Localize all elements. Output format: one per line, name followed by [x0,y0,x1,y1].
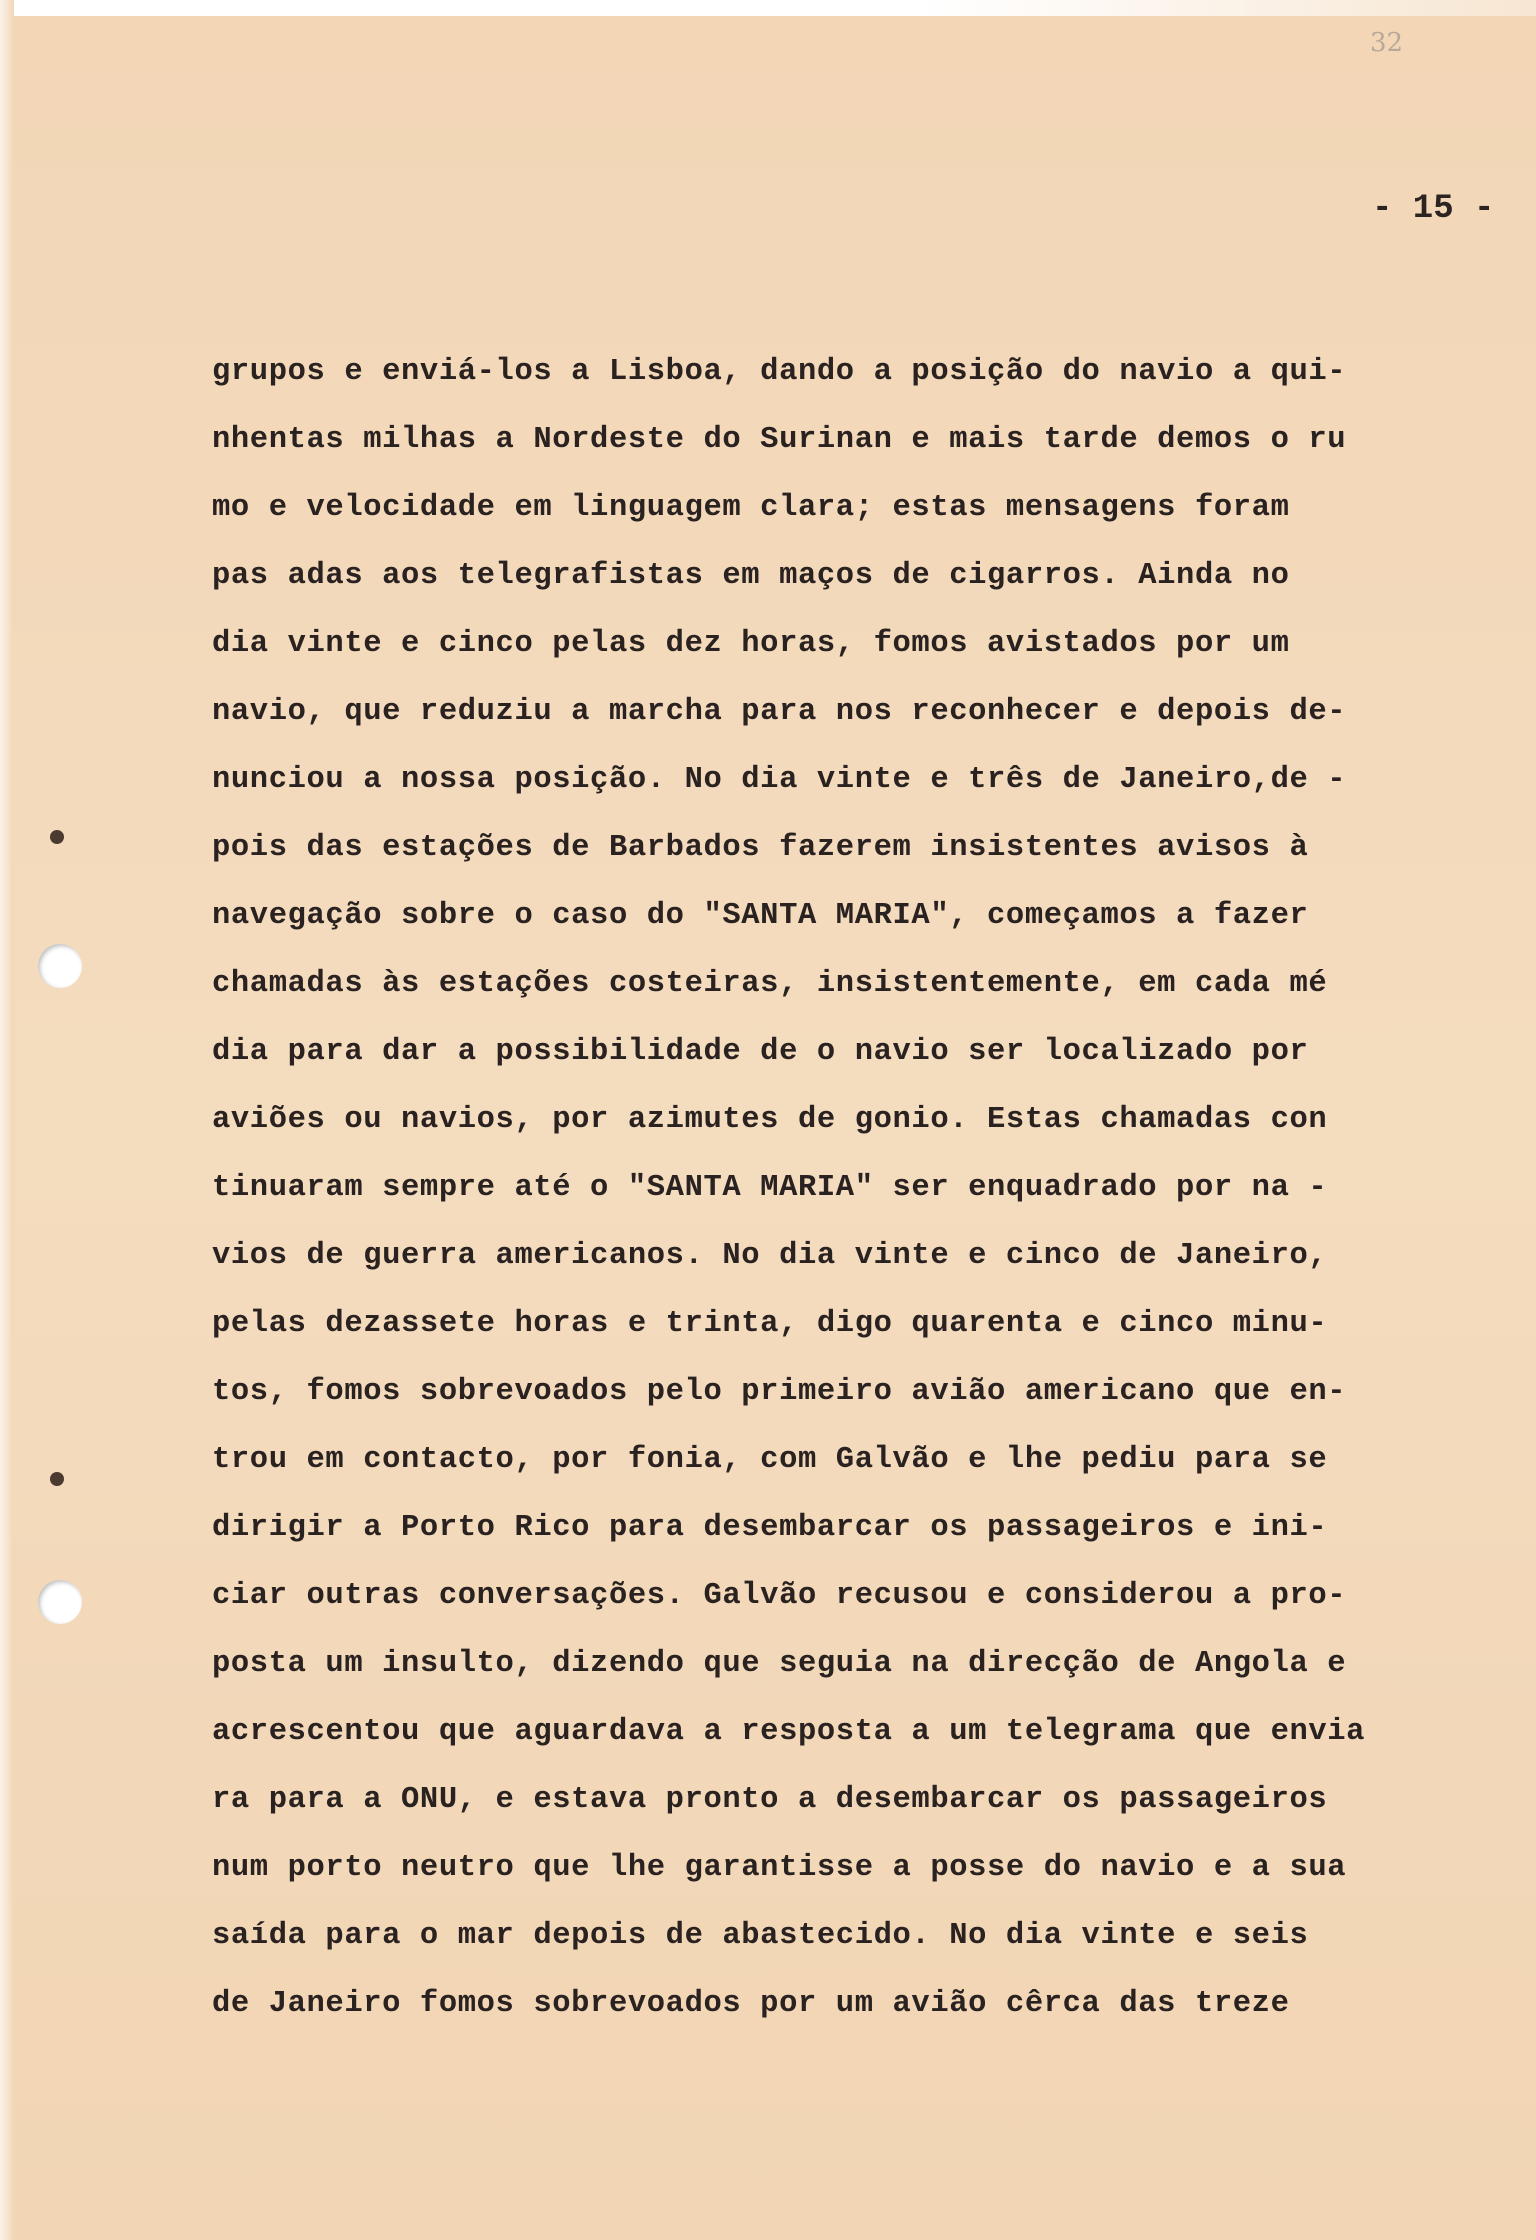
page-left-edge [0,0,14,2240]
text-line: chamadas às estações costeiras, insistentemente, em cada mé [212,967,1328,1001]
text-line: trou em contacto, por fonia, com Galvão e lhe pediu para se [212,1443,1328,1477]
text-line: de Janeiro fomos sobrevoados por um avião cêrca das treze [212,1987,1290,2021]
page-top-edge [0,0,1536,16]
text-line: pelas dezassete horas e trinta, digo quarenta e cinco minu- [212,1307,1328,1341]
text-line: posta um insulto, dizendo que seguia na direcção de Angola e [212,1647,1347,1681]
punch-hole-lower [38,1580,82,1624]
ink-spot-upper [50,830,64,844]
text-line: vios de guerra americanos. No dia vinte e cinco de Janeiro, [212,1239,1328,1273]
text-line: navio, que reduziu a marcha para nos reconhecer e depois de- [212,695,1347,729]
ink-spot-lower [50,1472,64,1486]
text-line: grupos e enviá-los a Lisboa, dando a posição do navio a qui- [212,355,1347,389]
text-line: ra para a ONU, e estava pronto a desembarcar os passageiros [212,1783,1328,1817]
text-line: tinuaram sempre até o "SANTA MARIA" ser enquadrado por na - [212,1171,1328,1205]
text-line: ciar outras conversações. Galvão recusou e considerou a pro- [212,1579,1347,1613]
text-line: saída para o mar depois de abastecido. No dia vinte e seis [212,1919,1309,1953]
text-line: aviões ou navios, por azimutes de gonio. Estas chamadas con [212,1103,1328,1137]
text-line: dia para dar a possibilidade de o navio ser localizado por [212,1035,1309,1069]
page-number: - 15 - [1372,190,1495,228]
text-line: pois das estações de Barbados fazerem insistentes avisos à [212,831,1309,865]
text-line: navegação sobre o caso do "SANTA MARIA", começamos a fazer [212,899,1309,933]
text-line: nunciou a nossa posição. No dia vinte e três de Janeiro,de - [212,763,1347,797]
text-line: nhentas milhas a Nordeste do Surinan e mais tarde demos o ru [212,423,1347,457]
text-line: num porto neutro que lhe garantisse a posse do navio e a sua [212,1851,1347,1885]
text-line: mo e velocidade em linguagem clara; estas mensagens foram [212,491,1290,525]
text-line: tos, fomos sobrevoados pelo primeiro avião americano que en- [212,1375,1347,1409]
typed-body-text [212,338,1502,2038]
text-line: pas adas aos telegrafistas em maços de cigarros. Ainda no [212,559,1290,593]
text-line: dia vinte e cinco pelas dez horas, fomos avistados por um [212,627,1290,661]
pencil-folio-number: 32 [1370,28,1404,58]
text-line: dirigir a Porto Rico para desembarcar os passageiros e ini- [212,1511,1328,1545]
text-line: acrescentou que aguardava a resposta a um telegrama que envia [212,1715,1366,1749]
punch-hole-upper [38,944,82,988]
